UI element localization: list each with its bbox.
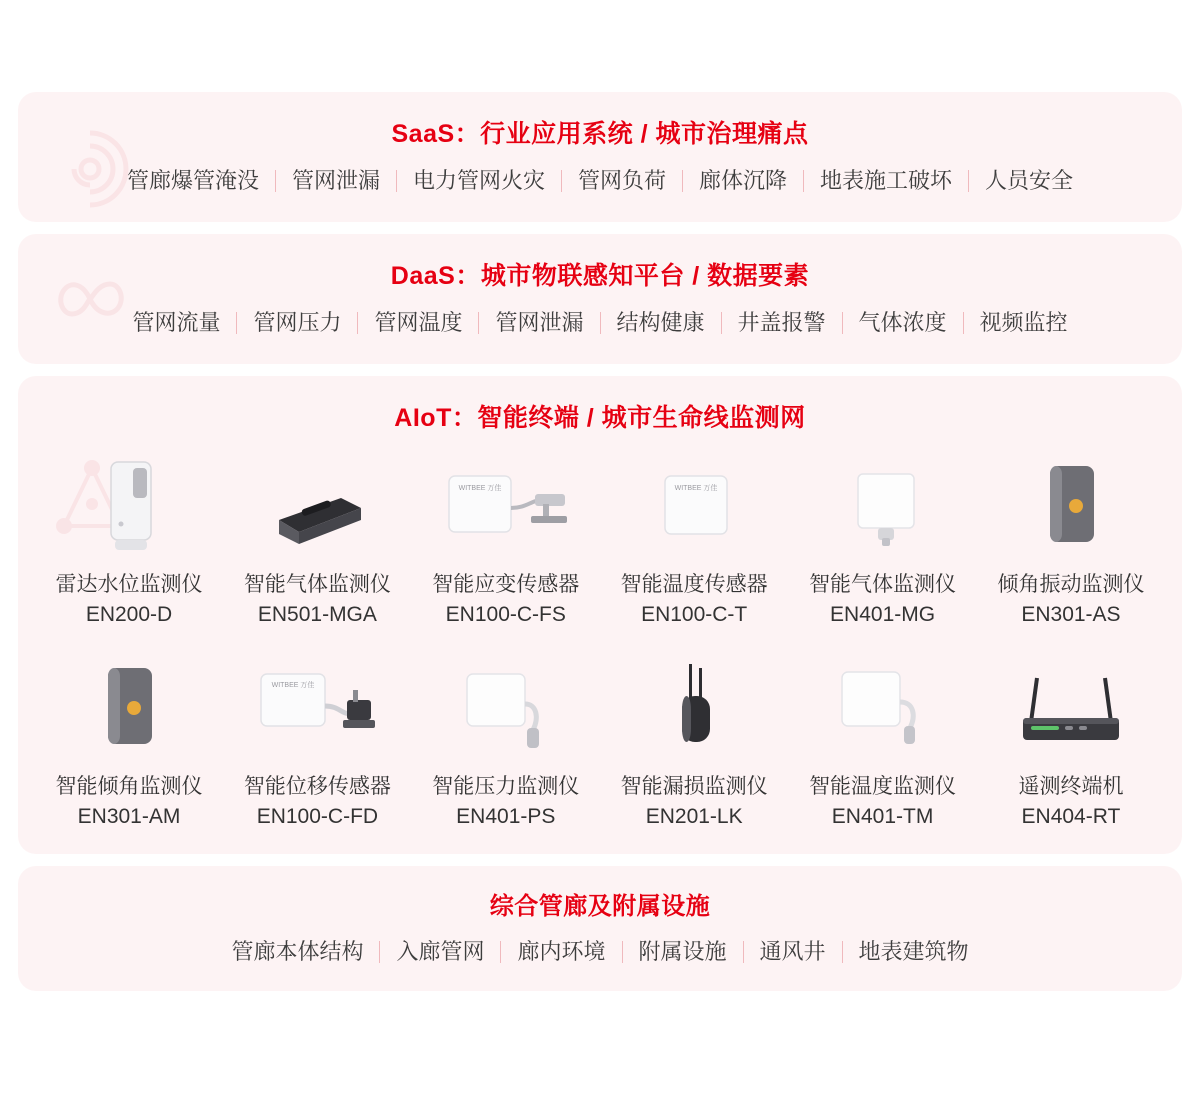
device-card [986,450,1156,630]
device-name: 智能位移传感器 [243,775,391,798]
device-card [609,450,779,630]
device-card [421,450,591,630]
layer-infrastructure-chips [18,927,1182,991]
layer-saas-title-text: 行业应用系统 / 城市治理痛点 [480,120,809,148]
layer-saas-chips [18,156,1182,222]
radar-level-device [44,450,214,558]
device-card [986,652,1156,832]
device-model: EN200-D [85,603,173,626]
device-name: 智能倾角监测仪 [55,775,203,798]
device-card [232,652,402,832]
leak-monitor-device [609,652,779,760]
aiot-device-grid [18,440,1182,854]
device-model: EN100-C-T [641,603,748,626]
device-model: EN401-TM [831,805,934,828]
layer-infrastructure-title [18,866,1182,927]
device-name: 倾角振动监测仪 [997,573,1145,596]
chip: 廊内环境 [517,939,606,964]
device-name: 智能应变传感器 [432,573,580,596]
device-card [798,450,968,630]
chip: 电力管网火灾 [412,168,545,193]
chip: 附属设施 [638,939,727,964]
chip: 管廊本体结构 [231,939,364,964]
device-model: EN301-AS [1021,603,1121,626]
chip: 通风井 [759,939,826,964]
strain-sensor-device [421,450,591,558]
layer-aiot-title [18,376,1182,440]
device-model: EN100-C-FS [445,603,566,626]
chip: 管网负荷 [577,168,666,193]
device-card [421,652,591,832]
layer-daas-chips [18,298,1182,364]
chip: 人员安全 [985,168,1074,193]
temperature-monitor-device [798,652,968,760]
chip: 结构健康 [616,310,705,335]
device-model: EN404-RT [1021,805,1121,828]
device-card [609,652,779,832]
displacement-sensor-device [232,652,402,760]
chip: 管廊爆管淹没 [126,168,259,193]
layer-aiot-title-text: 智能终端 / 城市生命线监测网 [477,404,806,432]
device-row [44,450,1156,630]
gas-box-device [798,450,968,558]
device-model: EN201-LK [645,805,743,828]
device-name: 智能气体监测仪 [809,573,957,596]
device-card [44,652,214,832]
device-name: 智能温度传感器 [620,573,768,596]
layer-aiot [18,376,1182,854]
chip: 视频监控 [979,310,1068,335]
svg-text:WITBEE 万佳: WITBEE 万佳 [272,682,315,689]
layer-aiot-title-prefix: AIoT： [394,404,478,432]
device-name: 智能温度监测仪 [809,775,957,798]
chip: 管网泄漏 [291,168,380,193]
device-model: EN401-PS [456,805,556,828]
chip: 廊体沉降 [699,168,788,193]
device-name: 遥测终端机 [1018,775,1124,798]
layer-infrastructure-title-text: 综合管廊及附属设施 [489,893,711,920]
device-name: 智能压力监测仪 [432,775,580,798]
chip: 入廊管网 [396,939,485,964]
tilt-vibration-device [986,450,1156,558]
chip: 管网泄漏 [495,310,584,335]
rtu-router-device [986,652,1156,760]
chip: 地表建筑物 [858,939,969,964]
device-model: EN501-MGA [257,603,377,626]
pressure-monitor-device [421,652,591,760]
device-row [44,652,1156,832]
device-name: 智能气体监测仪 [243,573,391,596]
chip: 管网压力 [253,310,342,335]
device-card [44,450,214,630]
device-model: EN100-C-FD [256,805,379,828]
device-model: EN401-MG [830,603,936,626]
layer-daas-title-prefix: DaaS： [390,262,481,290]
device-card [232,450,402,630]
layer-daas-title-text: 城市物联感知平台 / 数据要素 [480,262,810,290]
layer-infrastructure [18,866,1182,991]
gas-monitor-device [232,450,402,558]
svg-text:WITBEE 万佳: WITBEE 万佳 [674,485,718,492]
device-name: 智能漏损监测仪 [620,775,768,798]
temperature-sensor-device [609,450,779,558]
layer-saas [18,92,1182,222]
device-model: EN301-AM [77,805,181,828]
layer-saas-title-prefix: SaaS： [391,120,481,148]
chip: 管网温度 [374,310,463,335]
svg-text:WITBEE 万佳: WITBEE 万佳 [458,485,502,492]
device-name: 雷达水位监测仪 [55,573,203,596]
layer-saas-title [18,92,1182,156]
chip: 井盖报警 [737,310,826,335]
device-card [798,652,968,832]
layer-daas [18,234,1182,364]
layer-daas-title [18,234,1182,298]
chip: 管网流量 [132,310,221,335]
tilt-monitor-device [44,652,214,760]
chip: 地表施工破坏 [820,168,953,193]
chip: 气体浓度 [858,310,947,335]
